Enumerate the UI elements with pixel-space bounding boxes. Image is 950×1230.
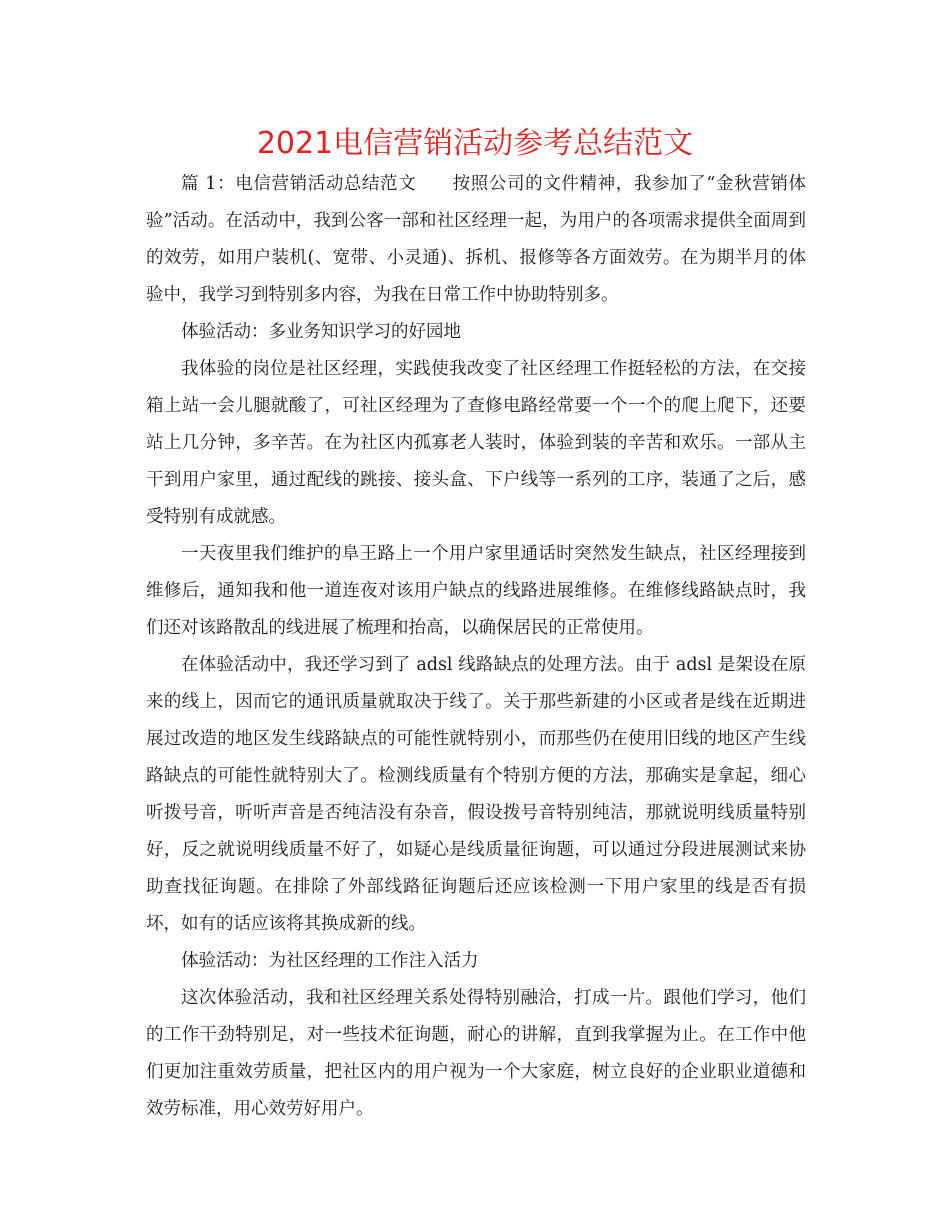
section-heading-vitality: 体验活动：为社区经理的工作注入活力 xyxy=(181,951,479,971)
paragraph-night-repair: 一天夜里我们维护的阜王路上一个用户家里通话时突然发生缺点，社区经理接到维修后，通知我和他一道连夜对该用户缺点的线路进展维修。在维修线路缺点时，我们还对该路散乱的线进展了梳理和抬高，以确保居民的正常使用。 xyxy=(146,544,806,638)
document-body xyxy=(146,166,806,1128)
paragraph-conclusion: 这次体验活动，我和社区经理关系处得特别融洽，打成一片。跟他们学习，他们的工作干劲特别足，对一些技术征询题，耐心的讲解，直到我掌握为止。在工作中他们更加注重效劳质量，把社区内的用户视为一个大家庭，树立良好的企业职业道德和效劳标准，用心效劳好用户。 xyxy=(146,988,806,1119)
document-title: 2021电信营销活动参考总结范文 xyxy=(256,126,694,161)
paragraph-community-manager: 我体验的岗位是社区经理，实践使我改变了社区经理工作挺轻松的方法，在交接箱上站一会儿腿就酸了，可社区经理为了查修电路经常要一个一个的爬上爬下，还要站上几分钟，多辛苦。在为社区内孤寡老人装时，体验到装的辛苦和欢乐。一部从主干到用户家里，通过配线的跳接、接头盒、下户线等一系列的工序，装通了之后，感受特别有成就感。 xyxy=(146,359,806,527)
paragraph-adsl: 在体验活动中，我还学习到了 adsl 线路缺点的处理方法。由于 adsl 是架设在原来的线上，因而它的通讯质量就取决于线了。关于那些新建的小区或者是线在近期进展过改造的地区发生线路缺点的可能性就特别小，而那些仍在使用旧线的地区产生线路缺点的可能性就特别大了。检测线质量有个特别方便的方法，那确实是拿起，细心听拨号音，听听声音是否纯洁没有杂音，假设拨号音特别纯洁，那就说明线质量特别好，反之就说明线质量不好了，如疑心是线质量征询题，可以通过分段进展测试来协助查找征询题。在排除了外部线路征询题后还应该检测一下用户家里的线是否有损坏，如有的话应该将其换成新的线。 xyxy=(146,655,806,934)
paragraph-intro: 篇 1：电信营销活动总结范文 按照公司的文件精神，我参加了“金秋营销体验”活动。在活动中，我到公客一部和社区经理一起，为用户的各项需求提供全面周到的效劳，如用户装机(、宽带、小灵通)、拆机、报修等各方面效劳。在为期半月的体验中，我学习到特别多内容，为我在日常工作中协助特别多。 xyxy=(146,174,806,305)
section-heading-knowledge: 体验活动：多业务知识学习的好园地 xyxy=(181,322,461,342)
